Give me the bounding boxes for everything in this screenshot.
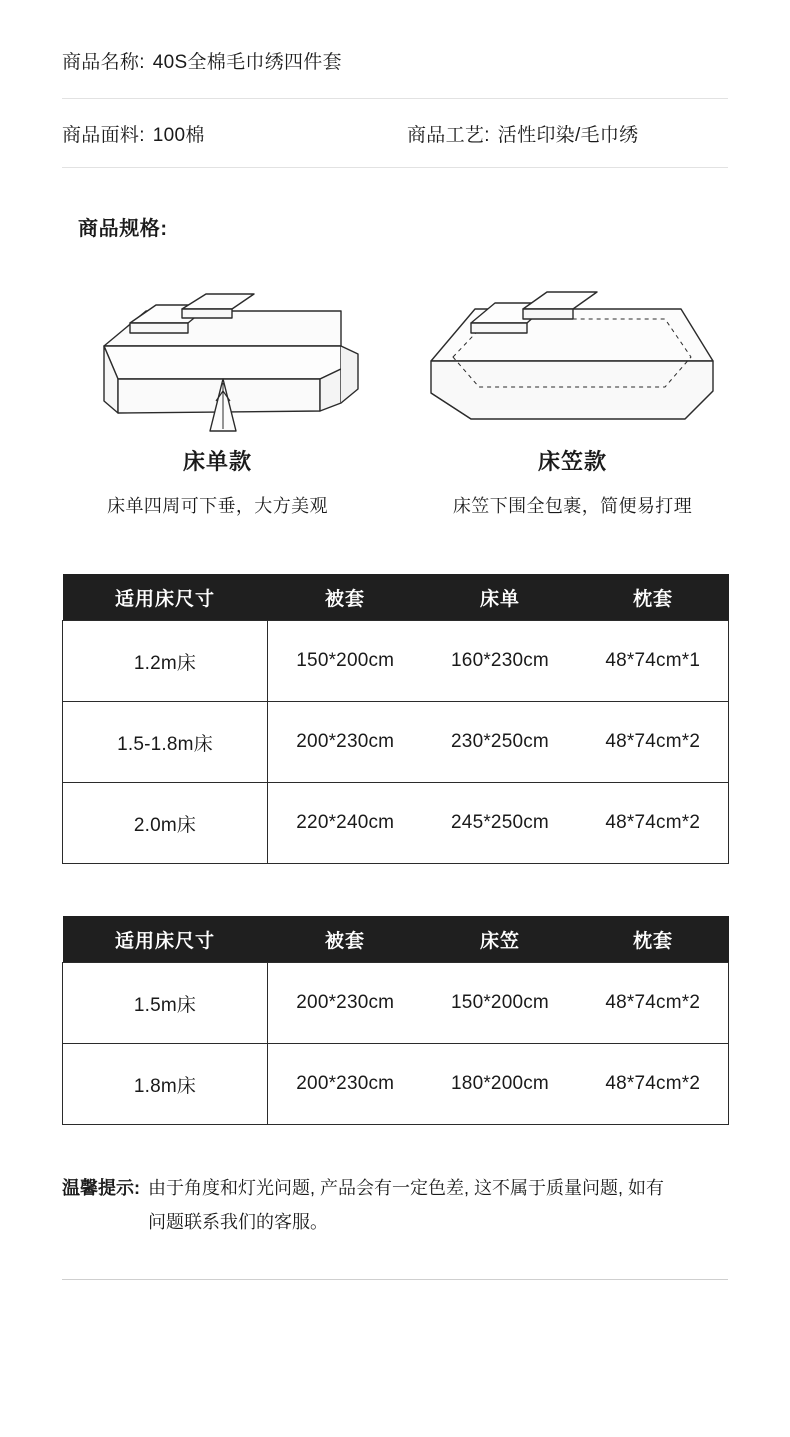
table-row: [63, 702, 729, 783]
table-row: [63, 621, 729, 702]
table-cell: 48*74cm*2: [578, 783, 729, 864]
fitted-sheet-size-table: [62, 916, 729, 1125]
flat-sheet-size-table-wrap: [0, 574, 790, 864]
table-row: [63, 783, 729, 864]
fitted-sheet-bed-icon: [413, 261, 733, 441]
table-cell: 220*240cm: [268, 783, 423, 864]
table-header-row: [63, 574, 729, 621]
table-header-cell: 适用床尺寸: [63, 574, 268, 621]
spec-option-flat-desc: 床单四周可下垂，大方美观: [107, 496, 328, 516]
table-header-cell: 床笠: [423, 916, 578, 963]
table-cell: 48*74cm*2: [578, 702, 729, 783]
flat-sheet-size-table: [62, 574, 729, 864]
product-name-label: 商品名称:: [62, 51, 145, 73]
table-cell: 48*74cm*1: [578, 621, 729, 702]
table-header-cell: 适用床尺寸: [63, 916, 268, 963]
table-header-row: [63, 916, 729, 963]
spec-option-flat-name: 床单款: [182, 449, 252, 474]
product-name-row: [62, 0, 728, 98]
table-header-cell: 枕套: [578, 916, 729, 963]
spec-option-fitted-desc: 床笠下围全包裹，简便易打理: [452, 496, 693, 516]
table-cell: 160*230cm: [423, 621, 578, 702]
table-row: [63, 1044, 729, 1125]
table-cell: 1.2m床: [63, 621, 268, 702]
table-header-cell: 被套: [268, 574, 423, 621]
table-cell: 48*74cm*2: [578, 1044, 729, 1125]
table-cell: 1.5-1.8m床: [63, 702, 268, 783]
table-header-cell: 床单: [423, 574, 578, 621]
table-row: [63, 963, 729, 1044]
product-attr-block: [0, 99, 790, 167]
table-cell: 2.0m床: [63, 783, 268, 864]
table-cell: 150*200cm: [423, 963, 578, 1044]
fitted-sheet-size-table-wrap: [0, 916, 790, 1125]
fabric-value: 100棉: [152, 124, 205, 146]
product-info-block: [0, 0, 790, 98]
table-cell: 230*250cm: [423, 702, 578, 783]
notice-text: 由于角度和灯光问题, 产品会有一定色差, 这不属于质量问题, 如有问题联系我们的客服。: [148, 1178, 665, 1232]
notice-block: [0, 1171, 790, 1239]
craft-cell: [407, 120, 638, 147]
table-cell: 200*230cm: [268, 963, 423, 1044]
spec-title: 商品规格:: [78, 218, 168, 240]
spec-option-flat: [40, 261, 395, 518]
spec-option-fitted-name: 床笠款: [537, 449, 607, 474]
table-header-cell: 被套: [268, 916, 423, 963]
product-name-value: 40S全棉毛巾绣四件套: [152, 51, 342, 73]
table-cell: 150*200cm: [268, 621, 423, 702]
table-cell: 200*230cm: [268, 1044, 423, 1125]
table-header-cell: 枕套: [578, 574, 729, 621]
table-cell: 200*230cm: [268, 702, 423, 783]
fabric-cell: [62, 120, 407, 147]
spec-option-fitted: [395, 261, 750, 518]
table-cell: 1.8m床: [63, 1044, 268, 1125]
table-cell: 48*74cm*2: [578, 963, 729, 1044]
table-cell: 1.5m床: [63, 963, 268, 1044]
spec-illustrations: [0, 261, 790, 518]
table-cell: 180*200cm: [423, 1044, 578, 1125]
craft-label: 商品工艺:: [407, 124, 490, 146]
notice-label: 温馨提示:: [62, 1178, 140, 1198]
divider-footer: [62, 1279, 728, 1280]
flat-sheet-bed-icon: [58, 261, 378, 441]
fabric-label: 商品面料:: [62, 124, 145, 146]
craft-value: 活性印染/毛巾绣: [497, 124, 639, 146]
table-cell: 245*250cm: [423, 783, 578, 864]
product-attr-row: [62, 99, 728, 167]
